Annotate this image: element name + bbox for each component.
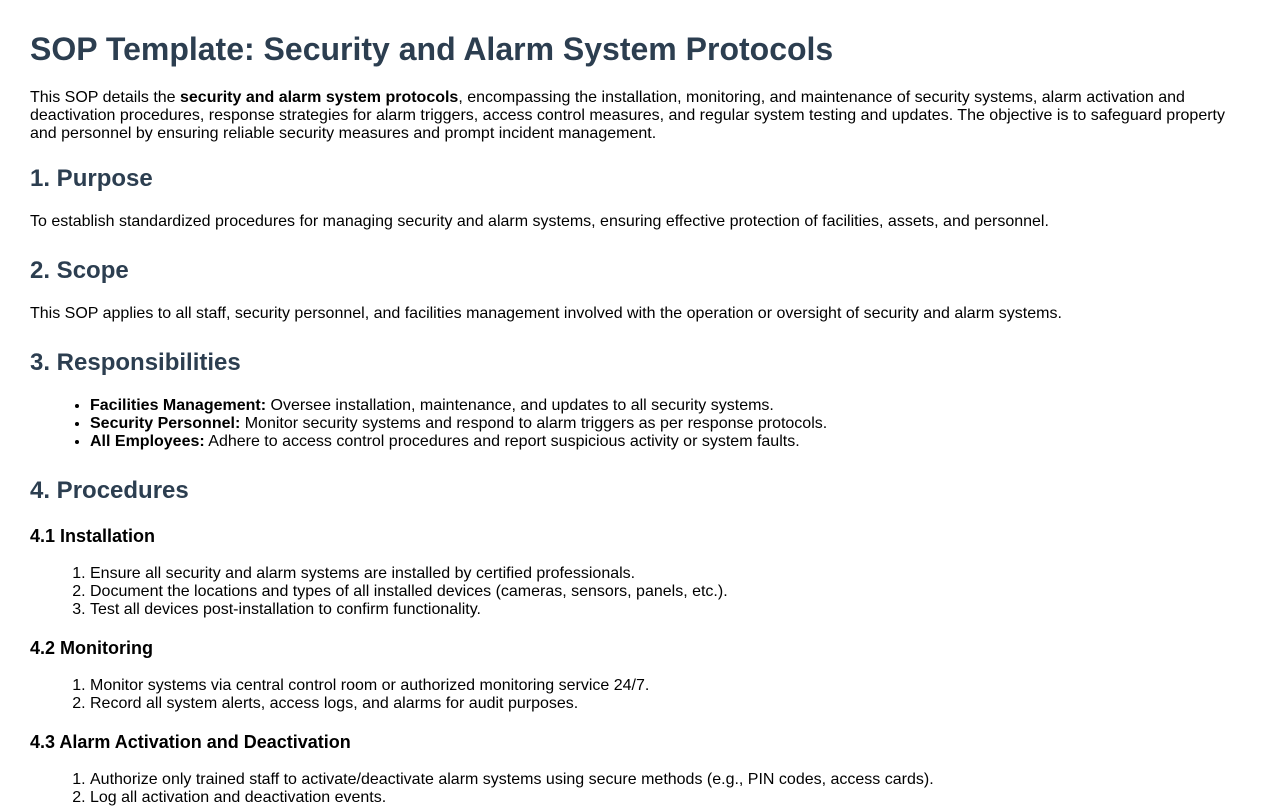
list-item: 2. Record all system alerts, access logs, and alarms for audit purposes. — [90, 695, 1233, 713]
responsibility-role: All Employees: — [90, 433, 205, 450]
list-item: 3. Test all devices post-installation to confirm functionality. — [90, 601, 1233, 619]
responsibility-text: Oversee installation, maintenance, and updates to all security systems. — [266, 397, 774, 414]
monitoring-steps — [30, 677, 1233, 713]
list-item — [90, 433, 1233, 451]
installation-steps — [30, 565, 1233, 619]
list-item — [90, 397, 1233, 415]
list-item: 1. Monitor systems via central control room or authorized monitoring service 24/7. — [90, 677, 1233, 695]
responsibilities-heading: 3. Responsibilities — [30, 349, 241, 376]
list-item: 1. Authorize only trained staff to activate/deactivate alarm systems using secure methods (e.g., PIN codes, access cards). — [90, 771, 1233, 789]
procedures-heading: 4. Procedures — [30, 477, 189, 504]
alarm-activation-heading: 4.3 Alarm Activation and Deactivation — [30, 732, 351, 752]
scope-text: This SOP applies to all staff, security personnel, and facilities management involved with the operation or oversight of security and alarm systems. — [30, 305, 1062, 322]
purpose-heading: 1. Purpose — [30, 165, 153, 192]
responsibility-text: Adhere to access control procedures and report suspicious activity or system faults. — [204, 433, 800, 450]
scope-heading: 2. Scope — [30, 257, 129, 284]
responsibilities-list — [30, 397, 1233, 451]
list-item: 2. Log all activation and deactivation events. — [90, 789, 1233, 807]
list-item — [90, 415, 1233, 433]
responsibility-text: Monitor security systems and respond to alarm triggers as per response protocols. — [240, 415, 828, 432]
responsibility-role: Security Personnel: — [90, 415, 241, 432]
purpose-text: To establish standardized procedures for managing security and alarm systems, ensuring effective protection of facilities, assets, and personnel. — [30, 213, 1049, 230]
intro-text-start: This SOP details the — [30, 89, 180, 106]
alarm-activation-steps — [30, 771, 1233, 807]
page-title: SOP Template: Security and Alarm System Protocols — [30, 31, 834, 67]
intro-paragraph — [30, 89, 1233, 143]
list-item: 2. Document the locations and types of all installed devices (cameras, sensors, panels, etc.). — [90, 583, 1233, 601]
intro-bold-text: security and alarm system protocols — [180, 89, 459, 106]
list-item: 1. Ensure all security and alarm systems are installed by certified professionals. — [90, 565, 1233, 583]
monitoring-heading: 4.2 Monitoring — [30, 638, 153, 658]
installation-heading: 4.1 Installation — [30, 526, 156, 546]
intro-text-end: , encompassing the installation, monitoring, and maintenance of security systems, alarm activation and deactivation procedures, response strategies for alarm triggers, access control measures, and regular system testing and updates. The objective is to safeguard property and personnel by ensuring reliable security measures and prompt incident management. — [30, 89, 1225, 142]
responsibility-role: Facilities Management: — [90, 397, 267, 414]
